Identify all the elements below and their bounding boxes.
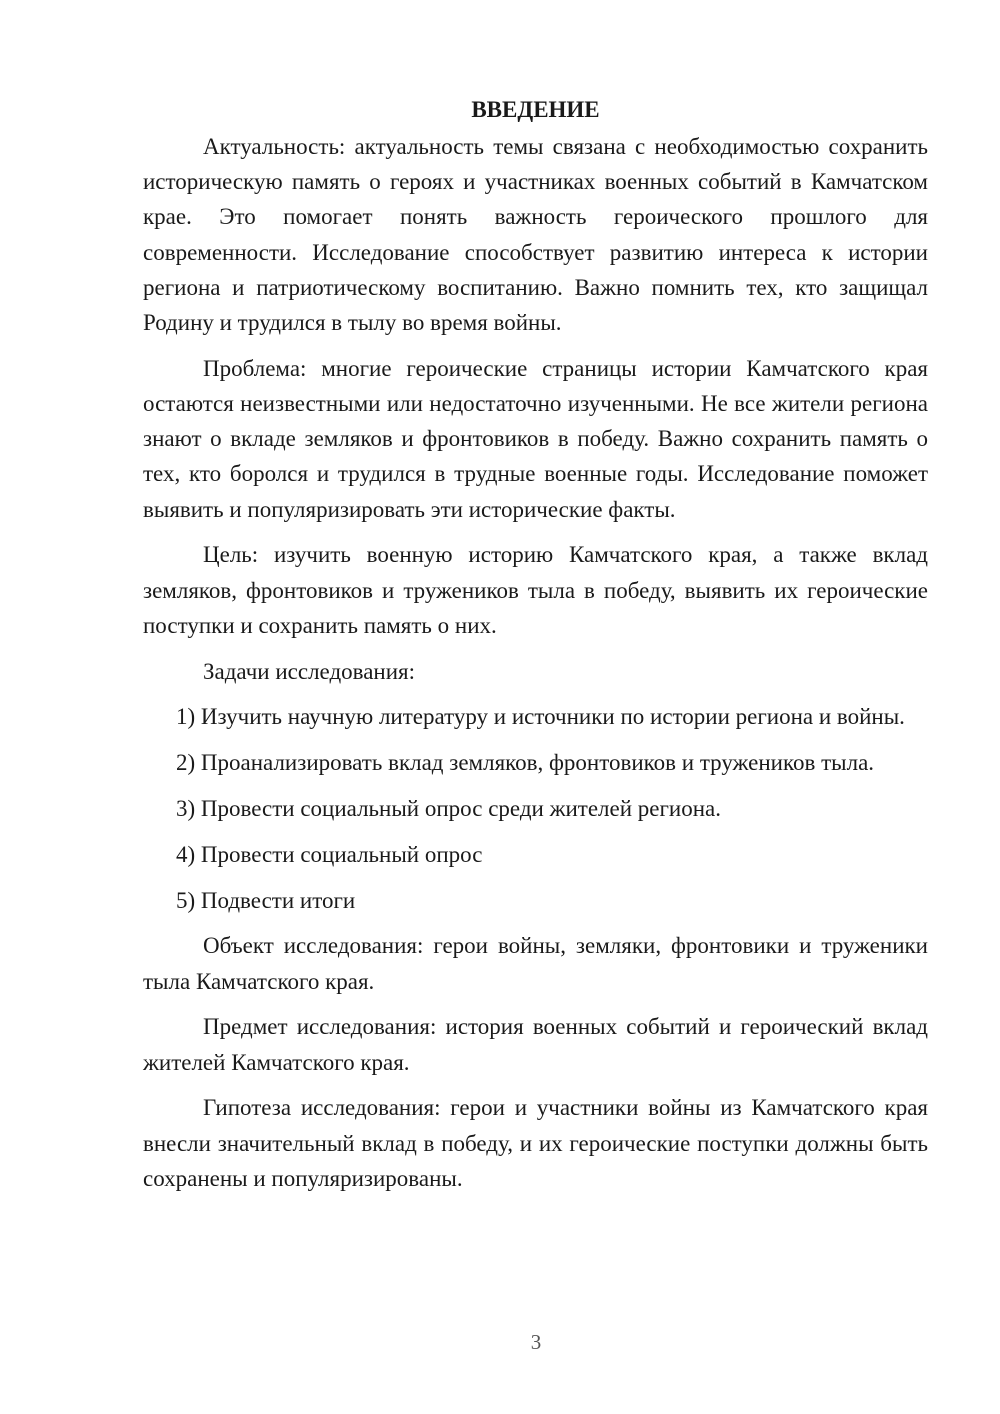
relevance-paragraph: Актуальность: актуальность темы связана с необходимостью сохранить историческую память о героях и участниках военных событий в Камчатском крае. Это помогает понять важность героического прошлого для современности. Исследование способствует развитию интереса к истории региона и патриотическому воспитанию. Важно помнить тех, кто защищал Родину и трудился в тылу во время войны.: [143, 134, 928, 336]
task-item-2: 2) Проанализировать вклад земляков, фронтовиков и тружеников тыла.: [176, 750, 875, 776]
task-item-1: 1) Изучить научную литературу и источники по истории региона и войны.: [176, 704, 905, 730]
task-item-3: 3) Провести социальный опрос среди жителей региона.: [176, 796, 722, 822]
tasks-heading: Задачи исследования:: [203, 658, 416, 684]
problem-paragraph: Проблема: многие героические страницы истории Камчатского края остаются неизвестными или недостаточно изученными. Не все жители региона знают о вкладе земляков и фронтовиков в победу. Важно сохранить память о тех, кто боролся и трудился в трудные военные годы. Исследование поможет выявить и популяризировать эти исторические факты.: [143, 355, 928, 522]
goal-paragraph: Цель: изучить военную историю Камчатского края, а также вклад земляков, фронтовиков и тружеников тыла в победу, выявить их героические поступки и сохранить память о них.: [143, 542, 928, 638]
section-title: ВВЕДЕНИЕ: [471, 97, 600, 122]
task-item-4: 4) Провести социальный опрос: [176, 841, 483, 867]
object-paragraph: Объект исследования: герои войны, земляки, фронтовики и труженики тыла Камчатского края.: [143, 933, 928, 994]
subject-paragraph: Предмет исследования: история военных событий и героический вклад жителей Камчатского края.: [143, 1014, 928, 1075]
page-number: 3: [530, 1330, 542, 1354]
task-item-5: 5) Подвести итоги: [176, 887, 356, 913]
hypothesis-paragraph: Гипотеза исследования: герои и участники войны из Камчатского края внесли значительный вклад в победу, и их героические поступки должны быть сохранены и популяризированы.: [143, 1095, 928, 1191]
document-page: [143, 92, 928, 1207]
